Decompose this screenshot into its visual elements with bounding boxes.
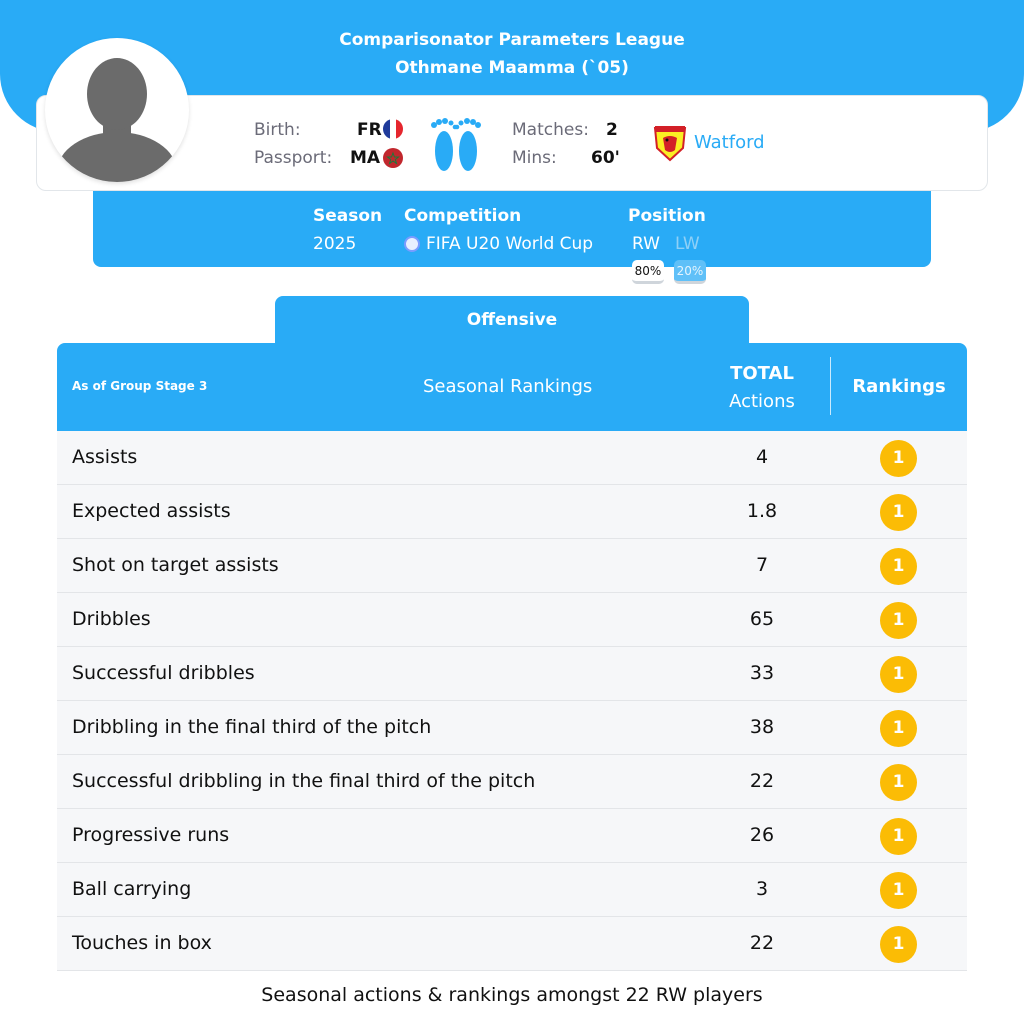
season-label: Season	[313, 206, 383, 226]
morocco-flag-icon	[383, 148, 403, 168]
position-rw: RW	[632, 234, 660, 254]
table-row	[57, 701, 967, 755]
stat-label: Assists	[72, 446, 138, 468]
stat-value: 22	[749, 932, 775, 954]
stat-label: Progressive runs	[72, 824, 230, 846]
table-row	[57, 863, 967, 917]
rank-badge: 1	[880, 872, 917, 909]
france-flag-icon	[383, 119, 403, 139]
stat-value: 3	[755, 878, 769, 900]
header-divider	[830, 357, 831, 415]
actions-header: Actions	[729, 391, 795, 412]
table-row	[57, 593, 967, 647]
stat-value: 7	[755, 554, 769, 576]
stat-label: Expected assists	[72, 500, 231, 522]
mins-label: Mins:	[512, 148, 557, 168]
position-lw-share: 20%	[674, 260, 706, 284]
table-row	[57, 809, 967, 863]
stat-label: Touches in box	[72, 932, 212, 954]
rank-badge: 1	[880, 440, 917, 477]
matches-label: Matches:	[512, 120, 589, 140]
position-rw-share: 80%	[632, 260, 664, 284]
stat-value: 4	[755, 446, 769, 468]
rank-badge: 1	[880, 764, 917, 801]
table-row	[57, 755, 967, 809]
rank-badge: 1	[880, 926, 917, 963]
competition-label: Competition	[404, 206, 522, 226]
rank-badge: 1	[880, 710, 917, 747]
stat-label: Shot on target assists	[72, 554, 279, 576]
mins-value: 60'	[591, 148, 620, 168]
competition-value: FIFA U20 World Cup	[426, 234, 594, 254]
tab-offensive[interactable]: Offensive	[275, 296, 749, 348]
rank-badge: 1	[880, 818, 917, 855]
table-row	[57, 431, 967, 485]
stat-label: Dribbling in the final third of the pitch	[72, 716, 432, 738]
rank-badge: 1	[880, 602, 917, 639]
total-header: TOTAL	[730, 363, 794, 384]
as-of-label: As of Group Stage 3	[72, 379, 208, 393]
feet-icon	[426, 113, 486, 177]
stat-value: 33	[749, 662, 775, 684]
stat-value: 38	[749, 716, 775, 738]
rankings-header: Rankings	[852, 376, 946, 397]
season-band	[93, 191, 931, 267]
passport-country: MA	[350, 148, 381, 168]
passport-label: Passport:	[254, 148, 333, 168]
rank-badge: 1	[880, 548, 917, 585]
watford-crest-icon	[653, 124, 687, 166]
stat-label: Successful dribbling in the final third of the pitch	[72, 770, 536, 792]
birth-country: FR	[357, 120, 382, 140]
stat-label: Successful dribbles	[72, 662, 255, 684]
stat-value: 1.8	[746, 500, 778, 522]
table-row	[57, 539, 967, 593]
rank-badge: 1	[880, 656, 917, 693]
table-row	[57, 647, 967, 701]
league-title: Comparisonator Parameters League	[339, 30, 685, 50]
player-silhouette-icon	[45, 38, 189, 182]
competition-icon	[404, 236, 420, 252]
position-label: Position	[628, 206, 706, 226]
table-row	[57, 485, 967, 539]
club-name[interactable]: Watford	[694, 132, 765, 153]
season-value: 2025	[313, 234, 357, 254]
rankings-table	[57, 431, 967, 971]
position-lw: LW	[675, 234, 700, 254]
stat-value: 26	[749, 824, 775, 846]
stat-label: Ball carrying	[72, 878, 192, 900]
stat-value: 22	[749, 770, 775, 792]
stat-label: Dribbles	[72, 608, 151, 630]
birth-label: Birth:	[254, 120, 301, 140]
footer-note: Seasonal actions & rankings amongst 22 RW players	[261, 984, 763, 1006]
matches-value: 2	[606, 120, 618, 140]
table-title: Seasonal Rankings	[423, 376, 593, 397]
avatar	[45, 38, 189, 182]
stat-value: 65	[749, 608, 775, 630]
player-name: Othmane Maamma (`05)	[395, 58, 629, 78]
rank-badge: 1	[880, 494, 917, 531]
table-row	[57, 917, 967, 971]
table-header	[57, 343, 967, 431]
